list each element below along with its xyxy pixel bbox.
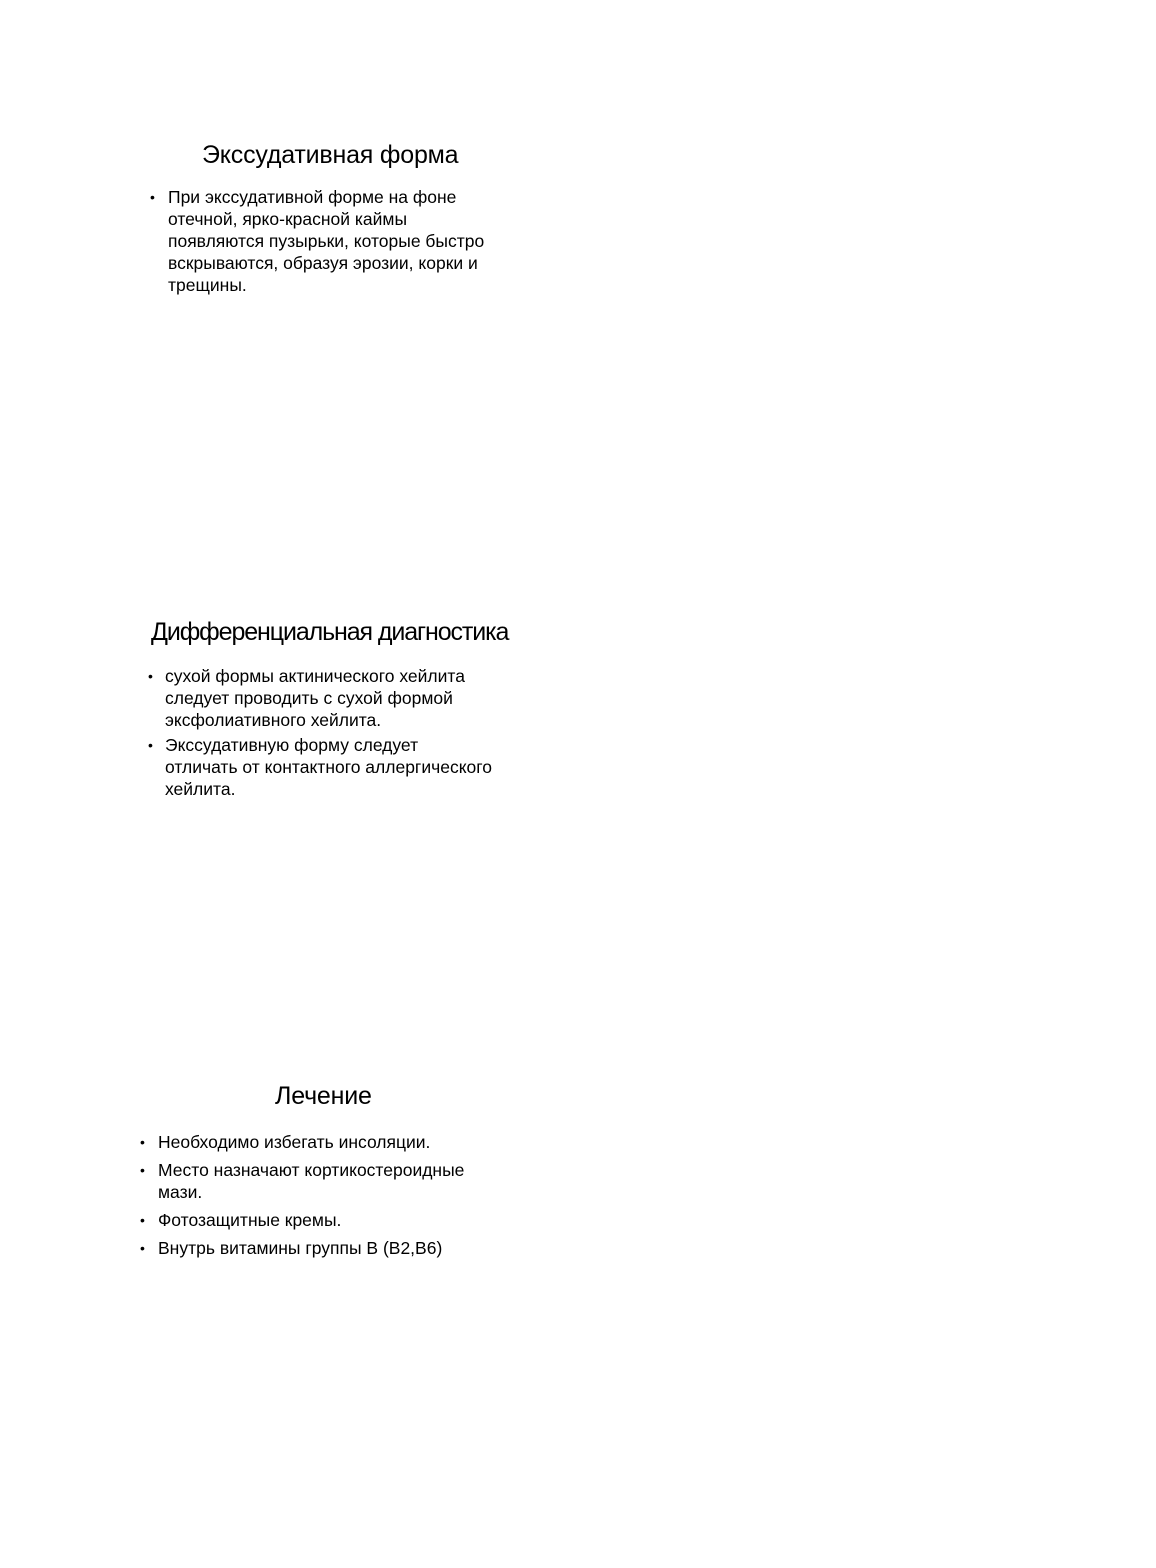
bullet-line: Фотозащитные кремы. xyxy=(158,1210,342,1230)
bullet-list xyxy=(148,665,528,800)
bullet-line: отечной, ярко-красной каймы xyxy=(168,209,408,229)
bullet-dot: • xyxy=(148,668,153,684)
slide-differential-diagnosis xyxy=(148,617,528,803)
bullet-line: появляются пузырьки, которые быстро xyxy=(168,231,485,251)
bullet-list xyxy=(140,1131,520,1259)
bullet-item xyxy=(150,186,510,296)
bullet-line: вскрываются, образуя эрозии, корки и xyxy=(168,253,478,273)
bullet-line: отличать от контактного аллергического xyxy=(165,757,493,777)
bullet-line: мази. xyxy=(158,1182,203,1202)
bullet-dot: • xyxy=(140,1134,145,1150)
bullet-list xyxy=(150,186,510,296)
bullet-line: сухой формы актинического хейлита xyxy=(165,666,465,686)
bullet-item xyxy=(140,1209,520,1231)
bullet-line: эксфолиативного хейлита. xyxy=(165,710,382,730)
slide-title: Экссудативная форма xyxy=(202,141,459,169)
bullet-line: хейлита. xyxy=(165,779,236,799)
slide-treatment xyxy=(140,1081,520,1265)
bullet-line: Внутрь витамины группы В (В2,В6) xyxy=(158,1238,443,1258)
bullet-item xyxy=(148,734,528,800)
bullet-item xyxy=(140,1159,520,1203)
bullet-line: Необходимо избегать инсоляции. xyxy=(158,1132,431,1152)
bullet-line: Экссудативную форму следует xyxy=(165,735,419,755)
bullet-item xyxy=(148,665,528,731)
slide-exudative-form xyxy=(150,140,510,296)
bullet-dot: • xyxy=(150,189,155,205)
bullet-line: При экссудативной форме на фоне xyxy=(168,187,457,207)
bullet-item xyxy=(140,1131,520,1153)
slide-title: Лечение xyxy=(275,1082,372,1110)
bullet-line: следует проводить с сухой формой xyxy=(165,688,453,708)
slide-title: Дифференциальная диагностика xyxy=(151,618,509,646)
bullet-dot: • xyxy=(140,1162,145,1178)
bullet-line: трещины. xyxy=(168,275,247,295)
bullet-line: Место назначают кортикостероидные xyxy=(158,1160,465,1180)
bullet-dot: • xyxy=(140,1240,145,1256)
bullet-dot: • xyxy=(140,1212,145,1228)
bullet-dot: • xyxy=(148,737,153,753)
bullet-item xyxy=(140,1237,520,1259)
